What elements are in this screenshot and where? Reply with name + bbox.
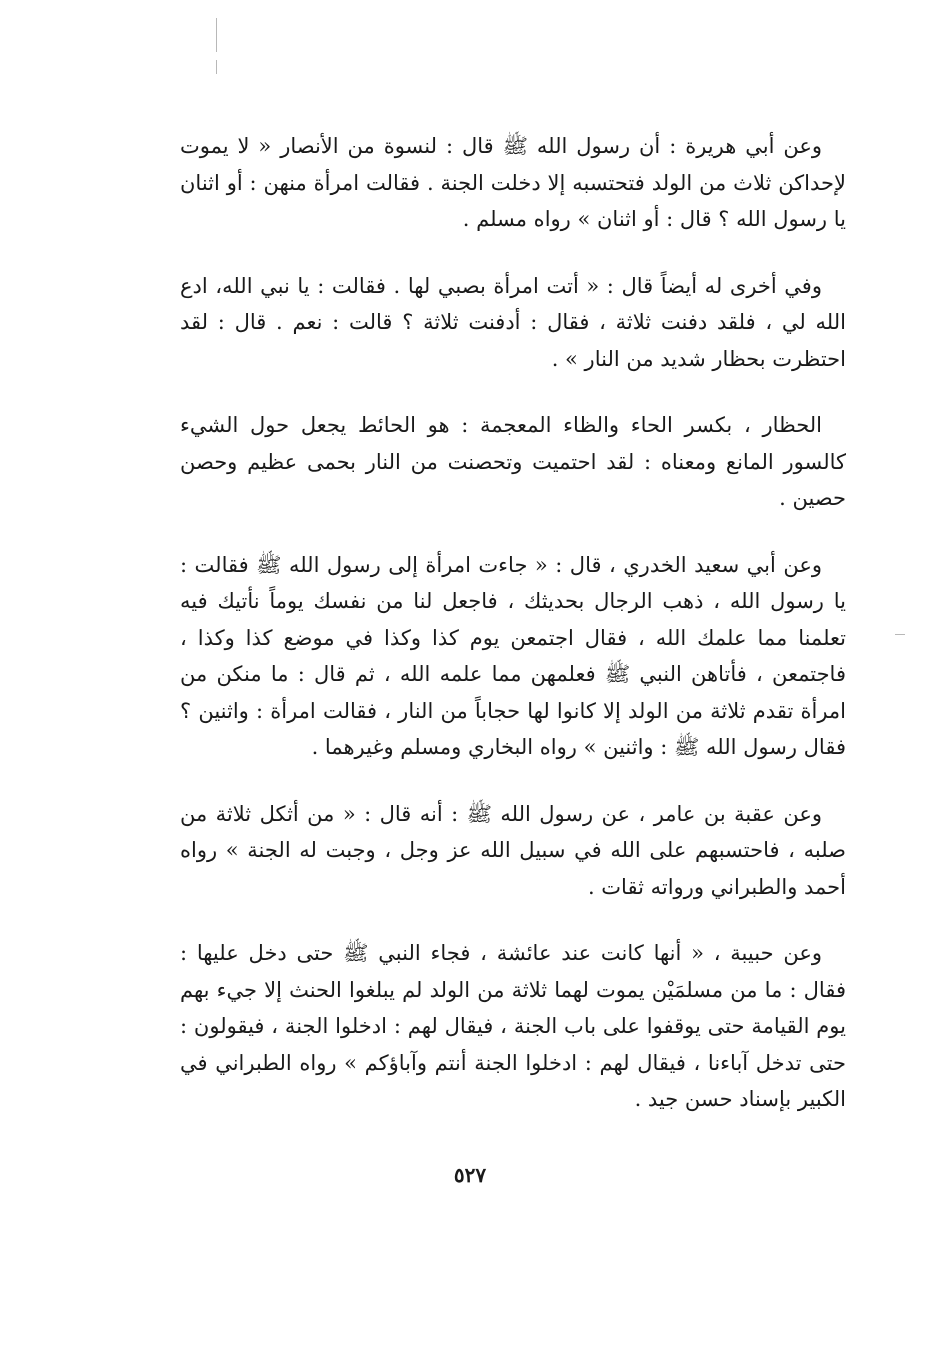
- hadith-paragraph-another-narration: وفي أخرى له أيضاً قال : « أتت امرأة بصبي لها . فقالت : يا نبي الله، ادع الله لي ، فلقد دفنت ثلاثة ، فقال : أدفنت ثلاثة ؟ قالت : نعم . قال : لقد احتظرت بحظار شديد من النار » .: [180, 273, 846, 371]
- page-number: ٥٢٧: [453, 1163, 487, 1187]
- hadith-paragraph-habibah: وعن حبيبة ، « أنها كانت عند عائشة ، فجاء النبي ﷺ حتى دخل عليها : فقال : ما من مسلمَيْن يموت لهما ثلاثة من الولد لم يبلغوا الحنث إلا جيء بهم يوم القيامة حتى يوقفوا على باب الجنة ، فيقال لهم : ادخلوا الجنة ، فيقولون : حتى تدخل آباءنا ، فيقال لهم : ادخلوا الجنة أنتم وآباؤكم » رواه الطبراني في الكبير بإسناد حسن جيد .: [180, 941, 846, 1111]
- scan-artifact-dash: [895, 634, 905, 635]
- hadith-paragraph-abu-hurairah: وعن أبي هريرة : أن رسول الله ﷺ قال : لنسوة من الأنصار « لا يموت لإحداكن ثلاث من الولد فتحتسبه إلا دخلت الجنة . فقالت امرأة منهن : أو اثنان يا رسول الله ؟ قال : أو اثنان » رواه مسلم .: [180, 134, 846, 231]
- hadith-paragraph-abu-said: وعن أبي سعيد الخدري ، قال : « جاءت امرأة إلى رسول الله ﷺ فقالت : يا رسول الله ، ذهب الرجال بحديثك ، فاجعل لنا من نفسك يوماً نأتيك فيه تعلمنا مما علمك الله ، فقال اجتمعن يوم كذا وكذا في موضع كذا وكذا ، فاجتمعن ، فأتاهن النبي ﷺ فعلمهن مما علمه الله ، ثم قال : ما منكن من امرأة تقدم ثلاثة من الولد إلا كانوا لها حجاباً من النار ، فقالت امرأة : واثنين ؟ فقال رسول الله ﷺ : واثنين » رواه البخاري ومسلم وغيرهما .: [180, 552, 846, 759]
- scan-artifact-line: [216, 18, 217, 52]
- scan-artifact-line: [216, 60, 217, 74]
- body-text: [180, 128, 846, 1148]
- explanation-paragraph-hizar: الحظار ، بكسر الحاء والظاء المعجمة : هو الحائط يجعل حول الشيء كالسور المانع ومعناه : لقد احتميت وتحصنت من النار بحمى عظيم وحصن حصين .: [180, 413, 846, 510]
- hadith-paragraph-uqbah: وعن عقبة بن عامر ، عن رسول الله ﷺ : أنه قال : « من أثكل ثلاثة من صلبه ، فاحتسبهم على الله في سبيل الله عز وجل ، وجبت له الجنة » رواه أحمد والطبراني ورواته ثقات .: [180, 801, 846, 899]
